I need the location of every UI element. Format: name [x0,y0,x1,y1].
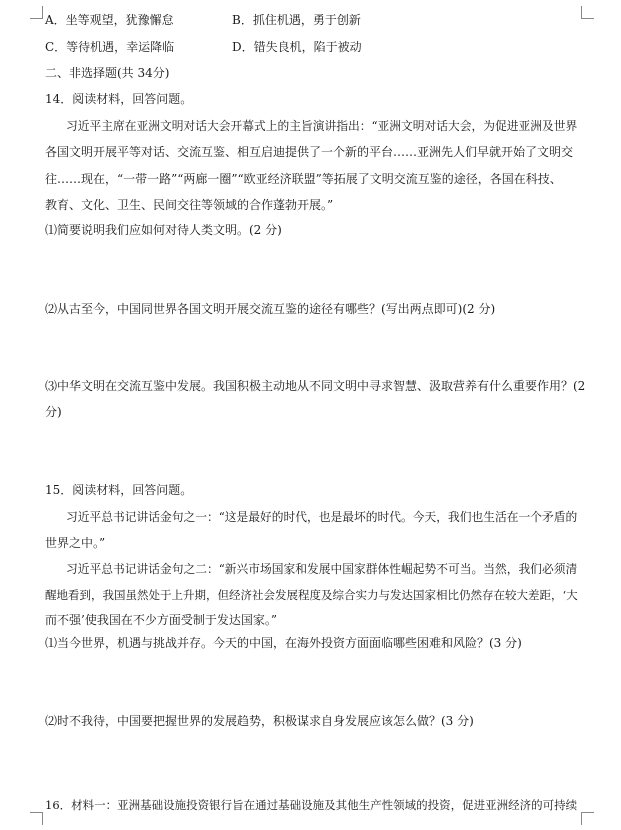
crop-mark-top-left [30,6,43,19]
q15-intro: 15．阅读材料，回答问题。 [45,483,193,497]
q14-sub3-cont: 分) [45,405,62,419]
q14-sub2: ⑵从古至今，中国同世界各国文明开展交流互鉴的途径有哪些？(写出两点即可)(2 分) [45,302,496,316]
section-title: 二、非选择题(共 34分) [45,66,170,80]
q14-material-line: 习近平主席在亚洲文明对话大会开幕式上的主旨演讲指出：“亚洲文明对话大会，为促进亚洲及世界 [66,119,578,133]
q15-sub2: ⑵时不我待，中国要把握世界的发展趋势，积极谋求自身发展应该怎么做？(3 分) [45,714,474,728]
option-d: D．错失良机，陷于被动 [232,40,362,54]
option-c: C．等待机遇，幸运降临 [45,40,175,54]
crop-mark-top-right [581,6,594,19]
q15-material-line: 而不强’使我国在不少方面受制于发达国家。” [45,613,277,627]
q14-sub3: ⑶中华文明在交流互鉴中发展。我国积极主动地从不同文明中寻求智慧、汲取营养有什么重要作用？(2 [45,379,586,393]
q15-material-line: 习近平总书记讲话金句之一：“这是最好的时代，也是最坏的时代。今天，我们也生活在一个矛盾的 [66,510,578,524]
q14-intro: 14．阅读材料，回答问题。 [45,92,193,106]
crop-mark-bottom-left [30,812,43,825]
q15-material-line: 醒地看到，我国虽然处于上升期，但经济社会发展程度及综合实力与发达国家相比仍然存在较大差距，‘大 [45,588,578,602]
q16-line: 16．材料一：亚洲基础设施投资银行旨在通过基础设施及其他生产性领域的投资，促进亚洲经济的可持续 [45,798,578,812]
q14-material-line: 教育、文化、卫生、民间交往等领域的合作蓬勃开展。” [45,198,334,212]
q14-sub1: ⑴简要说明我们应如何对待人类文明。(2 分) [45,223,282,237]
crop-mark-bottom-right [581,812,594,825]
option-b: B．抓住机遇，勇于创新 [232,13,361,27]
q15-sub1: ⑴当今世界，机遇与挑战并存。今天的中国，在海外投资方面面临哪些困难和风险？(3 分) [45,636,522,650]
q15-material-line: 世界之中。” [45,536,106,550]
option-a: A．坐等观望，犹豫懈怠 [45,13,174,27]
q14-material-line: 各国文明开展平等对话、交流互鉴、相互启迪提供了一个新的平台……亚洲先人们早就开始了文明交 [45,145,574,159]
q14-material-line: 往……现在，“一带一路”“两廊一圈”“欧亚经济联盟”等拓展了文明交流互鉴的途径，各国在科技、 [45,172,562,186]
q15-material-line: 习近平总书记讲话金句之二：“新兴市场国家和发展中国家群体性崛起势不可当。当然，我们必须清 [66,562,578,576]
